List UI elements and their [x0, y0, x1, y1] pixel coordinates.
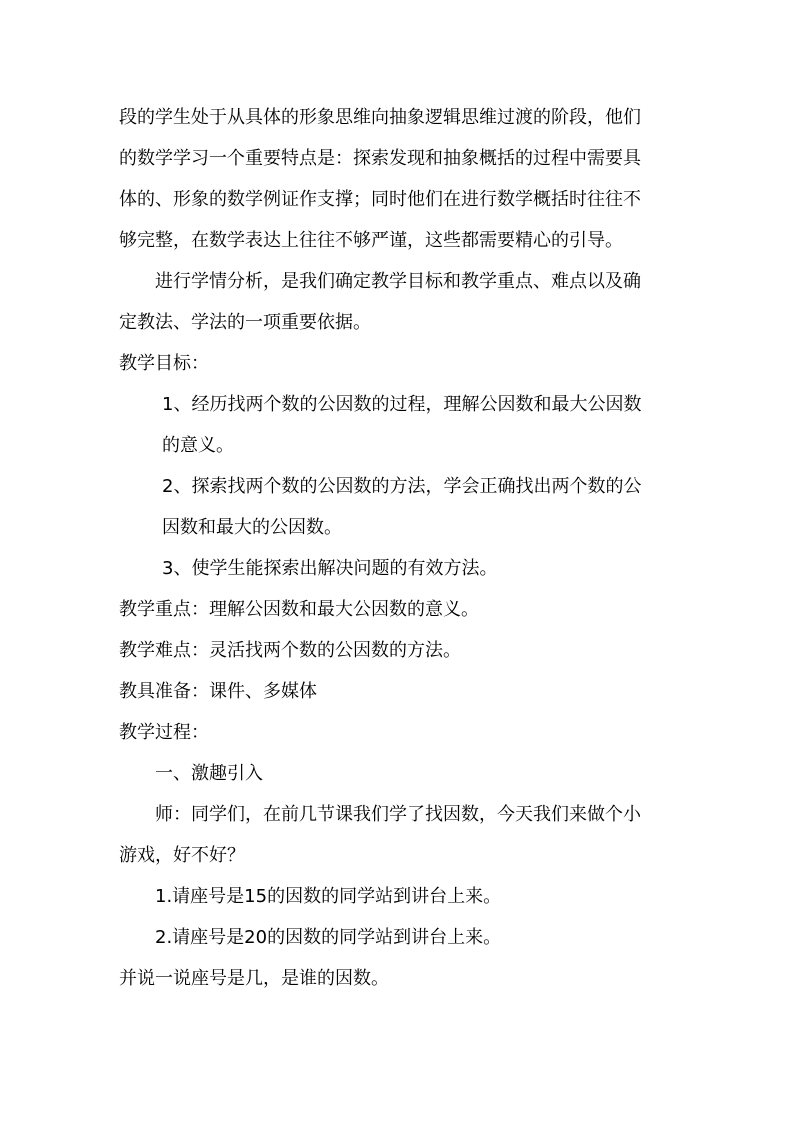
- difficult-point: 教学难点：灵活找两个数的公因数的方法。: [119, 640, 461, 661]
- subsection-heading-intro: 一、激趣引入: [155, 763, 263, 784]
- key-point: 教学重点：理解公因数和最大公因数的意义。: [119, 599, 479, 620]
- step-1: 1.请座号是15的因数的同学站到讲台上来。: [155, 886, 502, 907]
- objective-1-line-1: 1、经历找两个数的公因数的过程，理解公因数和最大公因数: [162, 394, 642, 415]
- body-line-2: 的数学学习一个重要特点是：探索发现和抽象概括的过程中需要具: [119, 148, 641, 169]
- body-line-6: 定教法、学法的一项重要依据。: [119, 312, 371, 333]
- body-line-4: 够完整，在数学表达上往往不够严谨，这些都需要精心的引导。: [119, 230, 623, 251]
- teacher-line-1: 师：同学们，在前几节课我们学了找因数，今天我们来做个小: [155, 804, 641, 825]
- step-2: 2.请座号是20的因数的同学站到讲台上来。: [155, 927, 502, 948]
- objective-3: 3、使学生能探索出解决问题的有效方法。: [162, 558, 498, 579]
- body-line-3: 体的、形象的数学例证作支撑；同时他们在进行数学概括时往往不: [119, 189, 641, 210]
- section-heading-process: 教学过程：: [119, 722, 209, 743]
- objective-2-line-1: 2、探索找两个数的公因数的方法，学会正确找出两个数的公: [162, 476, 642, 497]
- closing-line: 并说一说座号是几，是谁的因数。: [119, 968, 389, 989]
- objective-2-line-2: 因数和最大的公因数。: [162, 517, 342, 538]
- teaching-aids: 教具准备：课件、多媒体: [119, 681, 317, 702]
- teacher-line-2: 游戏，好不好？: [119, 845, 245, 866]
- objective-1-line-2: 的意义。: [162, 435, 234, 456]
- body-line-1: 段的学生处于从具体的形象思维向抽象逻辑思维过渡的阶段，他们: [119, 107, 641, 128]
- body-line-5: 进行学情分析，是我们确定教学目标和教学重点、难点以及确: [155, 271, 641, 292]
- section-heading-objectives: 教学目标：: [119, 353, 209, 374]
